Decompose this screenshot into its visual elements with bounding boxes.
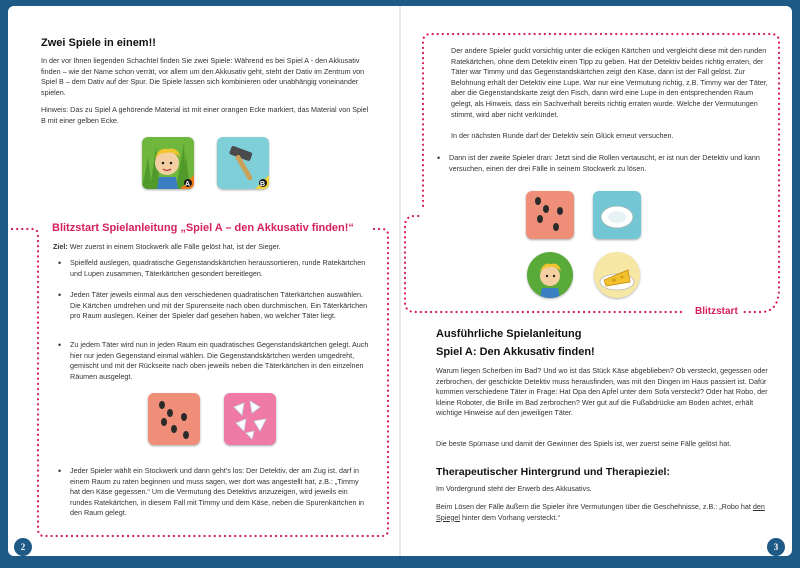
cheese-guess-token [594, 252, 640, 298]
page-number-left: 2 [14, 538, 32, 556]
plate-tile [593, 191, 641, 239]
goal-line [53, 242, 378, 253]
next-round-note: In der nächsten Runde darf der Detektiv sein Glück erneut versuchen. [451, 131, 674, 140]
therapy-example [436, 502, 781, 523]
right-page [401, 6, 792, 556]
therapy-example-end: hinter dem Vorhang versteckt.“ [459, 512, 560, 522]
winner-paragraph: Die beste Spürnase und damit der Gewinner des Spiels ist, wer zuerst seine Fälle gelöst hat. [436, 439, 732, 448]
play-bullet: • Jeder Spieler wählt ein Stockwerk und dann geht’s los: Der Detektiv, der am Zug ist, darf in einem Raum zu raten beginnen und muss sagen, wer dort was angestellt hat, z.B.: „Timmy hat den Käse gegessen.“ Um die Vermutung des Detektivs anzuzeigen, wird jeweils ein rundes Ratekärtchen, in diesem Fall mit Timmy und dem Käse, neben die Spurenkärtchen in den Raum gelegt. [70, 466, 370, 519]
story-paragraph: Warum liegen Scherben im Bad? Und wo ist das Stück Käse abgeblieben? Ob versteckt, gegessen oder zerbrochen, der geschickte Detektiv muss herausfinden, was mit den Dingen im Haus passiert ist. Dafür kommen verschiedene Täter in Frage: Hat Opa den Apfel unter dem Sofa versteckt? Oder hat Robo, der kleine Roboter, die Brille im Bad zerbrochen? Wer gut auf die Fußabdrücke am Boden achtet, erhält wichtige Hinweise auf den jeweiligen Täter. [436, 366, 768, 418]
therapy-example-object: den Spiegel [436, 502, 765, 522]
blitzstart-label: Blitzstart [691, 306, 742, 317]
setup-bullet-1: • Spielfeld auslegen, quadratische Gegenstandskärtchen heraussortieren, runde Ratekärtchen und Lupen zusammen, Täterkärtchen gesondert bereitlegen. [70, 258, 370, 279]
page-number-right: 3 [767, 538, 785, 556]
timmy-guess-token [527, 252, 573, 298]
detective-continuation: Der andere Spieler guckt vorsichtig unter die eckigen Kärtchen und vergleicht diese mit den runden Ratekärtchen, ohne dem Detektiv einen Tipp zu geben. Hat der Detektiv beides richtig erraten, der Täter war Timmy und das Gegenstandskärtchen zeigt den Käse, dann ist der Fall gelöst. Zur Belohnung erhält der Detektiv eine Lupe. War nur eine Vermutung richtig, z.B. Timmy war der Täter, aber die Gegenstandskarte zeigt den Fisch, dann wird eine Lupe in den entsprechenden Raum gelegt, als Hinweis, dass ein Sachverhalt bereits richtig erraten wurde. Welche der Vermutungen stimmt, wird aber nicht verkündet. [451, 46, 768, 119]
goal-label: Ziel: [53, 242, 68, 251]
footprint-tile-orange [148, 393, 200, 445]
therapy-goal-line: Im Vordergrund steht der Erwerb des Akkusativs. [436, 484, 592, 493]
game-a-title: Spiel A: Den Akkusativ finden! [436, 346, 595, 358]
therapy-example-start: Beim Lösen der Fälle äußern die Spieler ihre Vermutungen über die Geschehnisse, z.B.: „Robo hat [436, 502, 753, 511]
goal-text: Wer zuerst in einem Stockwerk alle Fälle gelöst hat, ist der Sieger. [69, 242, 281, 251]
blitzstart-section-title: Blitzstart Spielanleitung „Spiel A – den Akkusativ finden!“ [48, 222, 358, 234]
setup-bullet-2: • Jeden Täter jeweils einmal aus den verschiedenen quadratischen Täterkärtchen auswählen. Die Kärtchen umdrehen und mit der Spurenseite nach oben durchmischen. Ein Täterkärtchen pro Raum auslegen. Keiner der Spieler darf gesehen haben, wo welcher Täter liegt. [70, 290, 370, 322]
left-page [8, 6, 399, 556]
second-player-bullet: • Dann ist der zweite Spieler dran: Jetzt sind die Rollen vertauscht, er ist nun der Detektiv und kann versuchen, einen der drei Fälle in seinem Stockwerk zu lösen. [449, 153, 771, 174]
footprint-tile [526, 191, 574, 239]
manual-spread [8, 6, 792, 556]
intro-paragraph: In der vor Ihnen liegenden Schachtel finden Sie zwei Spiele: Während es bei Spiel A - den Akkusativ finden – wie der Name schon verrät, vor allem um den Akkusativ geht, steht der Dativ im Zentrum von Spiel B – dem Dativ auf der Spur. Die Spiele lassen sich kombinieren oder unabhängig voneinander spielen. [41, 56, 365, 97]
setup-bullet-3: • Zu jedem Täter wird nun in jeden Raum ein quadratisches Gegenstandskärtchen gelegt. Auch hier nur jeden Gegenstand einmal wählen. Die Gegenstandskärtchen werden umgedreht, gemischt und mit der Rückseite nach oben jeweils neben die Täterkärtchen in den einzelnen Räumen ausgelegt. [70, 340, 370, 382]
therapy-title: Therapeutischer Hintergrund und Therapieziel: [436, 466, 670, 478]
glass-shards-tile [224, 393, 276, 445]
corner-badge-b: B [259, 181, 265, 188]
page-title: Zwei Spiele in einem!! [41, 37, 156, 49]
hint-paragraph: Hinweis: Das zu Spiel A gehörende Material ist mit einer orangen Ecke markiert, das Material von Spiel B mit einer gelben Ecke. [41, 105, 369, 125]
detailed-rules-title: Ausführliche Spielanleitung [436, 328, 582, 340]
corner-badge-a: A [184, 181, 190, 188]
